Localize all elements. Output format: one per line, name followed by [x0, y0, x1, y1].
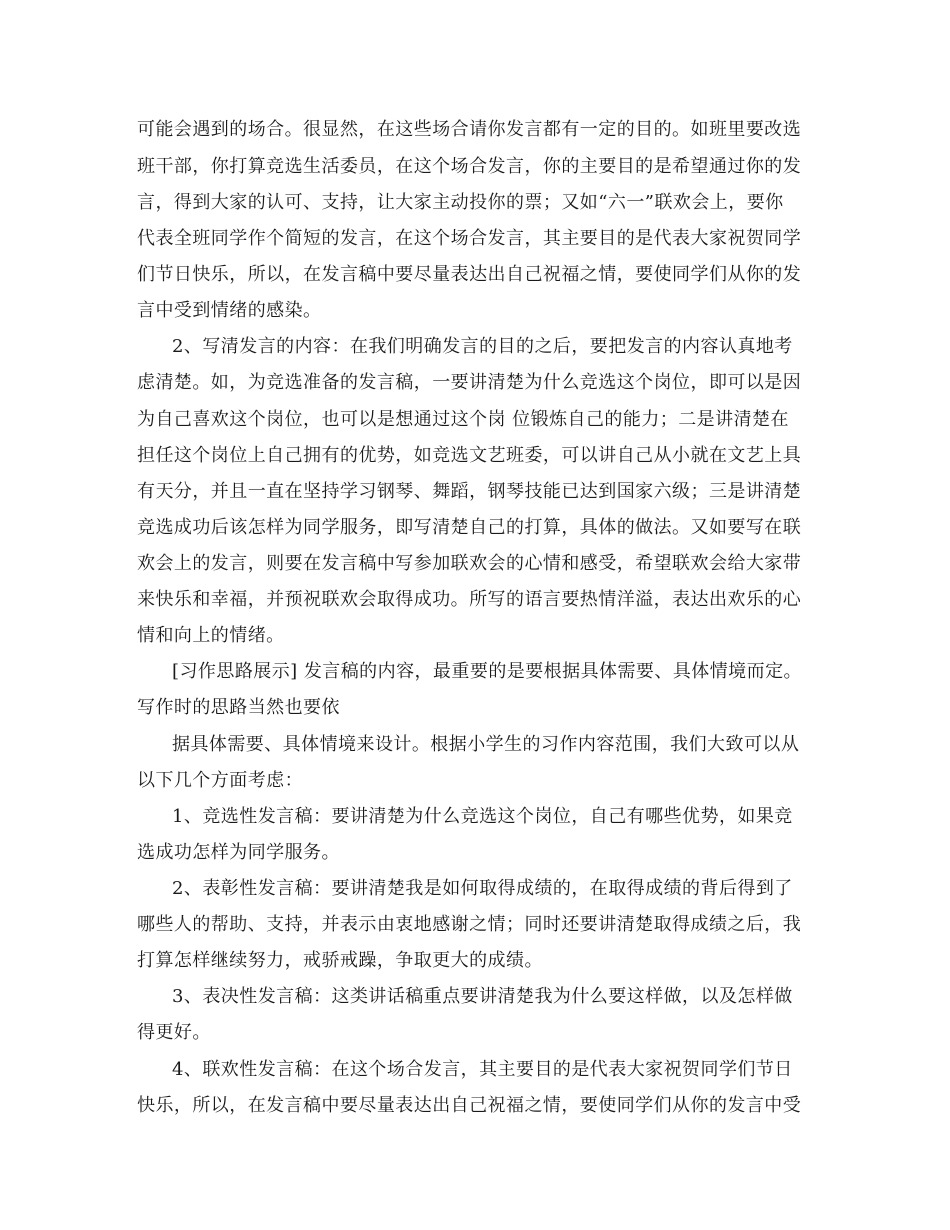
text-line: 快乐，所以，在发言稿中要尽量表达出自己祝福之情，要使同学们从你的发言中受	[137, 1095, 802, 1116]
text-line: 为自己喜欢这个岗位，也可以是想通过这个岗 位锻炼自己的能力；二是讲清楚在	[137, 409, 789, 430]
paragraph-start-line: [习作思路展示] 发言稿的内容，最重要的是要根据具体需要、具体情境而定。	[172, 661, 802, 682]
text-line: 情和向上的情绪。	[137, 625, 285, 646]
text-line: 担任这个岗位上自己拥有的优势，如竞选文艺班委，可以讲自己从小就在文艺上具	[137, 445, 802, 466]
text-line: 们节日快乐，所以，在发言稿中要尽量表达出自己祝福之情，要使同学们从你的发	[137, 264, 802, 285]
text-line: 以下几个方面考虑：	[137, 770, 304, 791]
text-line: 写作时的思路当然也要依	[137, 697, 340, 718]
text-line: 代表全班同学作个简短的发言，在这个场合发言，其主要目的是代表大家祝贺同学	[137, 228, 802, 249]
text-line: 言，得到大家的认可、支持，让大家主动投你的票；又如“六一”联欢会上，要你	[137, 192, 784, 213]
list-item-line: 1、竞选性发言稿：要讲清楚为什么竞选这个岗位，自己有哪些优势，如果竞	[172, 806, 793, 827]
text-line: 欢会上的发言，则要在发言稿中写参加联欢会的心情和感受，希望联欢会给大家带	[137, 553, 802, 574]
text-line: 选成功怎样为同学服务。	[137, 842, 340, 863]
text-line: 言中受到情绪的感染。	[137, 300, 322, 321]
text-line: 来快乐和幸福，并预祝联欢会取得成功。所写的语言要热情洋溢，表达出欢乐的心	[137, 589, 802, 610]
text-line: 有天分，并且一直在坚持学习钢琴、舞蹈，钢琴技能已达到国家六级；三是讲清楚	[137, 481, 802, 502]
text-line: 班干部，你打算竞选生活委员，在这个场合发言，你的主要目的是希望通过你的发	[137, 156, 802, 177]
text-line: 哪些人的帮助、支持，并表示由衷地感谢之情；同时还要讲清楚取得成绩之后，我	[137, 914, 802, 935]
text-line: 可能会遇到的场合。很显然，在这些场合请你发言都有一定的目的。如班里要改选	[137, 119, 802, 140]
paragraph-start-line: 2、写清发言的内容：在我们明确发言的目的之后，要把发言的内容认真地考	[172, 336, 793, 357]
text-line: 得更好。	[137, 1022, 211, 1043]
list-item-line: 2、表彰性发言稿：要讲清楚我是如何取得成绩的，在取得成绩的背后得到了	[172, 878, 793, 899]
list-item-line: 3、表决性发言稿：这类讲话稿重点要讲清楚我为什么要这样做，以及怎样做	[172, 986, 793, 1007]
paragraph-start-line: 据具体需要、具体情境来设计。根据小学生的习作内容范围，我们大致可以从	[172, 734, 800, 755]
list-item-line: 4、联欢性发言稿：在这个场合发言，其主要目的是代表大家祝贺同学们节日	[172, 1059, 793, 1080]
text-line: 竞选成功后该怎样为同学服务，即写清楚自己的打算，具体的做法。又如要写在联	[137, 517, 802, 538]
text-line: 虑清楚。如，为竞选准备的发言稿，一要讲清楚为什么竞选这个岗位，即可以是因	[137, 372, 802, 393]
text-line: 打算怎样继续努力，戒骄戒躁，争取更大的成绩。	[137, 950, 543, 971]
